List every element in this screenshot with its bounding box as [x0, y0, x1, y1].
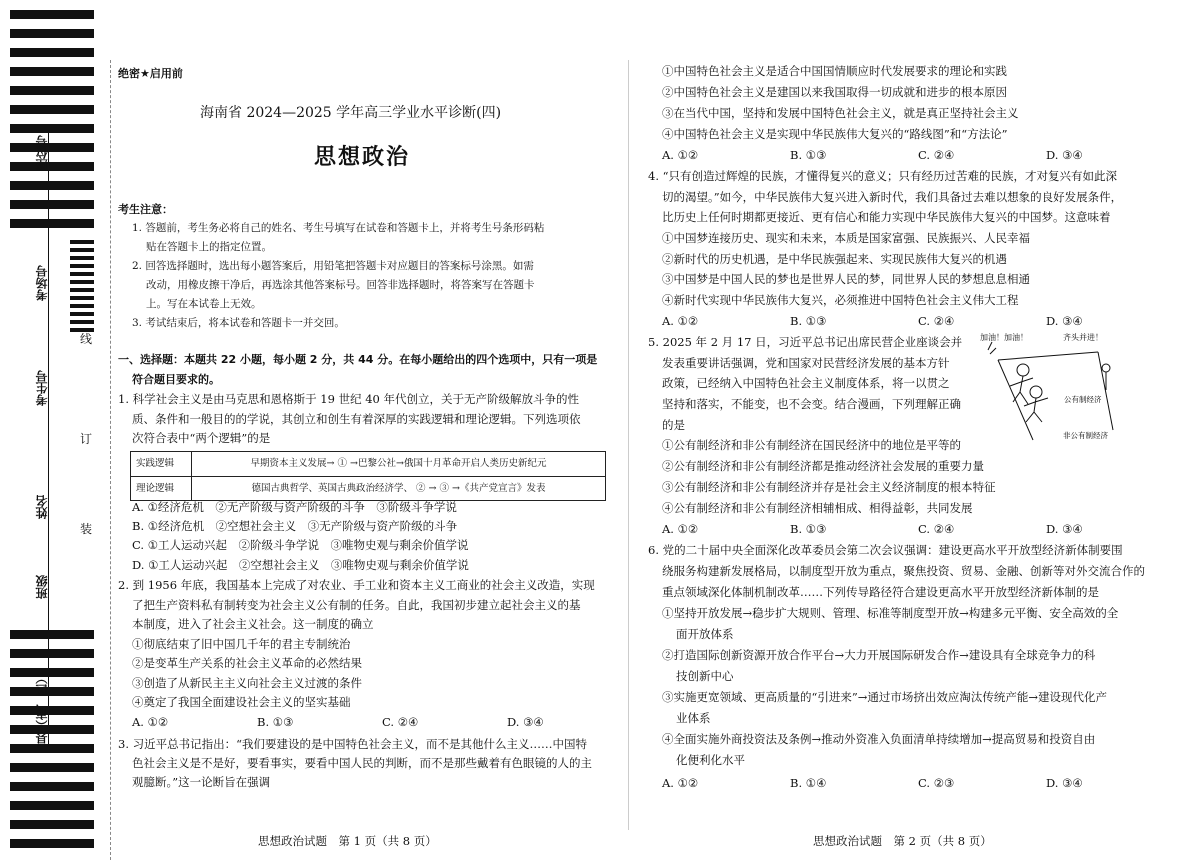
binding-stripe [10, 10, 94, 19]
statement-item-cont: 化便利化水平 [676, 753, 745, 767]
binding-stripe [70, 312, 94, 316]
option-line: C. ①工人运动兴起 ②阶级斗争学说 ③唯物史观与剩余价值学说 [132, 538, 469, 552]
cartoon-finish-text: 齐头并进！ [1063, 333, 1103, 342]
cartoon-illustration [978, 330, 1128, 445]
table-cell: 德国古典哲学、英国古典政治经济学、 ② → ③ →《共产党宣言》发表 [192, 476, 606, 501]
statement-item: ②新时代的历史机遇，是中华民族强起来、实现民族伟大复兴的机遇 [662, 252, 1007, 266]
seat-label: 座位号 [35, 135, 49, 171]
secret-label: 绝密★启用前 [118, 67, 183, 80]
binding-stripe [10, 649, 94, 658]
binding-stripe [10, 143, 94, 152]
table-row [131, 476, 606, 501]
statement-item: ④新时代实现中华民族伟大复兴，必须推进中国特色社会主义伟大工程 [662, 293, 1019, 307]
binding-stripe [10, 181, 94, 190]
statement-item: ③在当代中国，坚持和发展中国特色社会主义，就是真正坚持社会主义 [662, 106, 1019, 120]
statement-item: ③公有制经济和非公有制经济并存是社会主义经济制度的根本特征 [662, 480, 996, 494]
question-2-stem: 2. 到 1956 年底，我国基本上完成了对农业、手工业和资本主义工商业的社会主义改造，实现 [118, 578, 595, 592]
binding-stripe [10, 839, 94, 848]
question-3-stem: 3. 习近平总书记指出：“我们要建设的是中国特色社会主义，而不是其他什么主义……中国特 [118, 737, 588, 751]
exam-title: 海南省 2024—2025 学年高三学业水平诊断(四) [200, 105, 502, 121]
statement-item: ①公有制经济和非公有制经济在国民经济中的地位是平等的 [662, 438, 961, 452]
option-a: A. ①② [662, 314, 699, 328]
answer-options [662, 146, 1174, 166]
question-6-stem: 重点领域深化体制机制改革……下列传导路径符合建设更高水平开放型经济新体制的是 [662, 585, 1099, 599]
exam-number-label: 考生号 [35, 370, 49, 406]
table-cell: 理论逻辑 [131, 476, 192, 501]
cartoon-runner1-label: 公有制经济 [1064, 395, 1102, 404]
option-c: C. ②④ [918, 522, 955, 536]
binding-line-char: 线 [80, 332, 93, 346]
table-cell: 早期资本主义发展→ ① →巴黎公社→俄国十月革命开启人类历史新纪元 [192, 452, 606, 477]
binding-stripe [10, 630, 94, 639]
binding-stripe [10, 782, 94, 791]
option-d: D. ③④ [507, 715, 544, 729]
binding-stripe [70, 264, 94, 268]
binding-stripe [10, 162, 94, 171]
option-a: A. ①② [662, 522, 699, 536]
question-5-stem: 坚持和落实，不能变，也不会变。结合漫画，下列理解正确 [662, 397, 961, 411]
statement-item-cont: 业体系 [676, 711, 711, 725]
question-2-stem: 本制度，进入了社会主义社会。这一制度的确立 [132, 617, 374, 631]
logic-table [130, 451, 606, 501]
question-1-stem: 质、条件和一般目的的学说，其创立和创生有着深厚的实践逻辑和理论逻辑。下列选项依 [132, 412, 581, 426]
section-heading: 一、选择题：本题共 22 小题，每小题 2 分，共 44 分。在每小题给出的四个选项中，只有一项是 [118, 353, 598, 366]
statement-item-cont: 技创新中心 [676, 669, 734, 683]
option-b: B. ①③ [257, 715, 294, 729]
statement-item: ④公有制经济和非公有制经济相辅相成、相得益彰，共同发展 [662, 501, 973, 515]
statement-item: ①中国特色社会主义是适合中国国情顺应时代发展要求的理论和实践 [662, 64, 1007, 78]
statement-item: ④全面实施外商投资法及条例→推动外资准入负面清单持续增加→提高贸易和投资自由 [662, 732, 1096, 746]
option-b: B. ①④ [790, 776, 827, 790]
option-b: B. ①③ [790, 314, 827, 328]
subject-title: 思想政治 [314, 144, 411, 170]
notice-line: 3. 考试结束后，将本试卷和答题卡一并交回。 [132, 317, 345, 329]
binding-dashed-line [110, 60, 111, 860]
binding-stripe [10, 744, 94, 753]
statement-item: ①彻底结束了旧中国几千年的君主专制统治 [132, 637, 351, 651]
table-cell: 实践逻辑 [131, 452, 192, 477]
binding-bind-char: 装 [80, 522, 93, 536]
binding-fill-line [48, 130, 49, 750]
option-a: A. ①② [662, 148, 699, 162]
binding-stripe [10, 820, 94, 829]
option-c: C. ②③ [918, 776, 955, 790]
question-2-stem: 了把生产资料私有制转变为社会主义公有制的任务。自此，我国初步建立起社会主义的基 [132, 598, 581, 612]
binding-stripe [10, 801, 94, 810]
question-6-stem: 6. 党的二十届中央全面深化改革委员会第二次会议强调：建设更高水平开放型经济新体制要围 [648, 543, 1123, 557]
class-label: 班级 [35, 575, 49, 599]
binding-stripe [70, 320, 94, 324]
binding-stripe [10, 219, 94, 228]
answer-options [662, 774, 1174, 794]
binding-stripe [70, 248, 94, 252]
binding-stripe [10, 200, 94, 209]
binding-order-char: 订 [80, 432, 93, 446]
notice-line: 上。写在本试卷上无效。 [146, 298, 262, 310]
binding-stripe [10, 725, 94, 734]
binding-stripe [10, 86, 94, 95]
option-line: B. ①经济危机 ②空想社会主义 ③无产阶级与资产阶级的斗争 [132, 519, 458, 533]
binding-stripe [70, 280, 94, 284]
question-1-stem: 1. 科学社会主义是由马克思和恩格斯于 19 世纪 40 年代创立，关于无产阶级解放斗争的性 [118, 392, 580, 406]
statement-item: ③中国梦是中国人民的梦也是世界人民的梦，同世界人民的梦想息息相通 [662, 272, 1030, 286]
answer-options [662, 312, 1174, 332]
option-b: B. ①③ [790, 148, 827, 162]
binding-stripe [10, 29, 94, 38]
binding-stripe [10, 67, 94, 76]
answer-options [662, 520, 1174, 540]
question-5-stem: 发表重要讲话强调，党和国家对民营经济发展的基本方针 [662, 356, 950, 370]
cartoon-cheer-text: 加油！加油！ [980, 333, 1028, 342]
question-5-stem: 的是 [662, 418, 685, 432]
statement-item: ②打造国际创新资源开放合作平台→大力开展国际研发合作→建设具有全球竞争力的科 [662, 648, 1096, 662]
option-a: A. ①② [132, 715, 169, 729]
option-d: D. ③④ [1046, 776, 1083, 790]
statement-item: ①坚持开放发展→稳步扩大规则、管理、标准等制度型开放→构建多元平衡、安全高效的全 [662, 606, 1119, 620]
exam-page-1 [118, 0, 613, 868]
binding-stripe [70, 296, 94, 300]
question-3-stem: 色社会主义是不是好，要看事实，要看中国人民的判断，而不是那些戴着有色眼镜的人的主 [132, 756, 592, 770]
statement-item: ④奠定了我国全面建设社会主义的坚实基础 [132, 695, 351, 709]
option-b: B. ①③ [790, 522, 827, 536]
option-c: C. ②④ [382, 715, 419, 729]
binding-stripe [70, 272, 94, 276]
option-d: D. ③④ [1046, 314, 1083, 328]
notice-line: 改动，用橡皮擦干净后，再选涂其他答案标号。回答非选择题时，将答案写在答题卡 [146, 279, 535, 291]
statement-item: ②公有制经济和非公有制经济都是推动经济社会发展的重要力量 [662, 459, 984, 473]
option-d: D. ③④ [1046, 522, 1083, 536]
notice-line: 2. 回答选择题时，选出每小题答案后，用铅笔把答题卡对应题目的答案标号涂黑。如需 [132, 260, 534, 272]
binding-stripe [10, 668, 94, 677]
page-footer: 思想政治试题 第 1 页（共 8 页） [258, 834, 437, 848]
exam-page-2 [648, 0, 1145, 868]
statement-item-cont: 面开放体系 [676, 627, 734, 641]
option-a: A. ①② [662, 776, 699, 790]
option-line: D. ①工人运动兴起 ②空想社会主义 ③唯物史观与剩余价值学说 [132, 558, 469, 572]
statement-item: ②是变革生产关系的社会主义革命的必然结果 [132, 656, 362, 670]
binding-stripe [70, 240, 94, 244]
question-1-stem: 次符合表中“两个逻辑”的是 [132, 431, 271, 445]
notice-line: 贴在答题卡上的指定位置。 [146, 241, 272, 253]
binding-stripe [10, 105, 94, 114]
binding-stripe [70, 256, 94, 260]
notice-line: 1. 答题前，考生务必将自己的姓名、考生号填写在试卷和答题卡上，并将考生号条形码粘 [132, 222, 545, 234]
notice-title: 考生注意： [118, 203, 173, 216]
binding-stripe [70, 288, 94, 292]
binding-stripe [10, 687, 94, 696]
section-heading: 符合题目要求的。 [132, 373, 220, 386]
question-6-stem: 绕服务构建新发展格局，以制度型开放为重点，聚焦投资、贸易、金融、创新等对外交流合作的 [662, 564, 1145, 578]
question-5-stem: 5. 2025 年 2 月 17 日，习近平总书记出席民营企业座谈会并 [648, 335, 963, 349]
binding-stripe [10, 763, 94, 772]
page-footer: 思想政治试题 第 2 页（共 8 页） [813, 834, 992, 848]
county-label: 县（市、区） [35, 672, 49, 744]
binding-stripe [70, 304, 94, 308]
question-4-stem: 比历史上任何时期都更接近、更有信心和能力实现中华民族伟大复兴的中国梦。这意味着 [662, 210, 1111, 224]
statement-item: ③实施更宽领域、更高质量的“引进来”→通过市场挤出效应淘汰传统产能→建设现代化产 [662, 690, 1108, 704]
option-line: A. ①经济危机 ②无产阶级与资产阶级的斗争 ③阶级斗争学说 [132, 500, 457, 514]
statement-item: ④中国特色社会主义是实现中华民族伟大复兴的“路线图”和“方法论” [662, 127, 1008, 141]
question-4-stem: 切的渴望。”如今，中华民族伟大复兴进入新时代，我们具备过去难以想象的良好发展条件， [662, 190, 1123, 204]
statement-item: ③创造了从新民主主义向社会主义过渡的条件 [132, 676, 362, 690]
statement-item: ②中国特色社会主义是建国以来我国取得一切成就和进步的根本原因 [662, 85, 1007, 99]
binding-stripe [10, 48, 94, 57]
table-row [131, 452, 606, 477]
name-label: 姓名 [35, 495, 49, 519]
option-c: C. ②④ [918, 148, 955, 162]
option-c: C. ②④ [918, 314, 955, 328]
question-4-stem: 4. “只有创造过辉煌的民族，才懂得复兴的意义；只有经历过苦难的民族，才对复兴有如此深 [648, 169, 1118, 183]
question-5-stem: 政策，已经纳入中国特色社会主义制度体系，将一以贯之 [662, 376, 950, 390]
cartoon-runner2-label: 非公有制经济 [1063, 431, 1108, 440]
binding-stripe [10, 124, 94, 133]
statement-item: ①中国梦连接历史、现实和未来，本质是国家富强、民族振兴、人民幸福 [662, 231, 1030, 245]
answer-options [132, 713, 632, 733]
option-d: D. ③④ [1046, 148, 1083, 162]
question-3-stem: 观臆断。”这一论断旨在强调 [132, 775, 271, 789]
binding-stripe [10, 706, 94, 715]
exam-room-label: 考场号 [35, 265, 49, 301]
